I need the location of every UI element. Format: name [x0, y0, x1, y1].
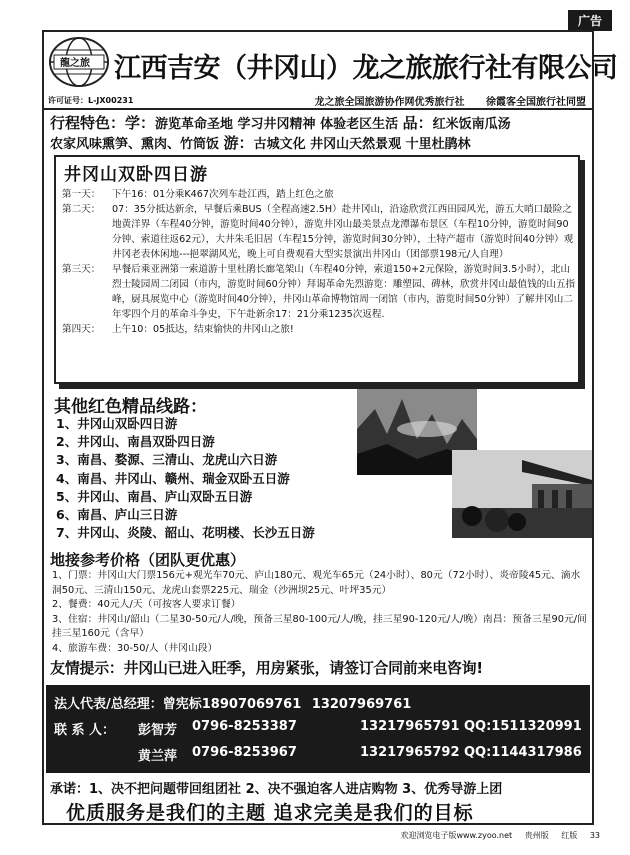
taste-label: 品：: [402, 114, 433, 132]
contact-row-2: [54, 745, 584, 765]
person2-mobile: 13217965792: [360, 745, 460, 760]
logo-text: 龍之旅: [60, 58, 90, 69]
features-line-2: [50, 134, 590, 154]
person1-name: 彭智芳: [138, 723, 178, 738]
slogan-1: 龙之旅全国旅游协作网优秀旅行社: [314, 97, 465, 108]
promise: 承诺：1、决不把问题带回组团社 2、决不强迫客人进店购物 3、优秀导游上团: [50, 782, 503, 797]
person2-name: 黄兰萍: [138, 749, 178, 764]
taste-text: 红米饭南瓜汤: [432, 117, 511, 132]
legal-phone-2: 13207969761: [311, 697, 412, 712]
price-list: [52, 569, 588, 656]
day-4: [62, 322, 576, 337]
footer-site: 欢迎浏览电子版www.zyoo.net: [400, 831, 513, 840]
footer-page: 33: [589, 831, 600, 840]
day-text: 07：35分抵达新余，早餐后乘BUS（全程高速2.5H）赴井冈山，沿途欣赏江西田园风光，游五大哨口最险之地黄洋界（车程40分钟，游览时间40分钟），游览井冈山最美景点龙潭瀑布景区（车程10分钟，游览时间90分钟、索道往返62元），大井朱毛旧居（车程15分钟，游览时间30分钟），土特产超市（游览时间40分钟）观井冈老表休闲地---挹翠湖风光，晚上可自费观看大型实景演出井冈山（团部票198元/人自理）: [112, 204, 574, 260]
day-text: 下午16：01分乘K467次列车赴江西，踏上红色之旅: [112, 189, 334, 200]
list-item: 4、南昌、井冈山、赣州、瑞金双卧五日游: [56, 470, 290, 486]
legal-row: [54, 693, 584, 712]
list-item: 1、门票：井冈山大门票156元+观光车70元、庐山180元、观光车65元（24小时）、80元（72小时）、炎帝陵45元、滴水洞50元、三清山150元、龙虎山套票225元、瑞金（沙洲坝25元、叶坪35元）: [52, 570, 581, 596]
features: [50, 114, 590, 154]
learn-text: 游览革命圣地 学习井冈精神 体验老区生活: [155, 117, 399, 132]
list-item: 3、住宿：井冈山/韶山（二星30-50元/人/晚，预备三星80-100元/人/晚，挂三星90-120元/人/晚）南昌：预备三星90元/间 挂三星160元（含早）: [52, 613, 587, 639]
day-text: 上午10：05抵达，结束愉快的井冈山之旅!: [112, 324, 294, 335]
day-1: [62, 187, 576, 202]
list-item: 7、井冈山、炎陵、韶山、花明楼、长沙五日游: [56, 525, 315, 541]
route-box: [54, 155, 580, 384]
list-item: 2、餐费：40元人/天（可按客人要求订餐）: [52, 599, 241, 610]
header-rule: [44, 108, 592, 110]
list-item: 6、南昌、庐山三日游: [56, 507, 178, 523]
ad-frame: [42, 30, 618, 825]
day-label: 第一天：: [62, 189, 101, 200]
route-days: [62, 187, 576, 337]
license-number: 许可证号：L-JX00231: [48, 96, 134, 105]
day-label: 第四天：: [62, 324, 101, 335]
features-label: 行程特色：: [50, 114, 126, 132]
day-label: 第二天：: [62, 204, 101, 215]
person2-tel: 0796-8253967: [192, 745, 297, 760]
other-routes-list: [56, 415, 315, 542]
footer-edition: 贵州版: [524, 831, 549, 840]
features-line-1: [50, 114, 590, 134]
list-item: 2、井冈山、南昌双卧四日游: [56, 434, 215, 450]
person2-qq: QQ:1144317986: [464, 745, 582, 760]
other-routes-title: 其他红色精品线路：: [54, 397, 207, 417]
contact-label: 联 系 人：: [54, 723, 116, 738]
pavilion-photo: [452, 450, 592, 538]
company-name: 江西吉安（井冈山）龙之旅旅行社有限公司: [114, 53, 618, 84]
food-text: 农家风味熏笋、熏肉、竹筒饭: [50, 137, 220, 152]
slogan-2: 徐霞客全国旅行社同盟: [486, 97, 586, 108]
list-item: 5、井冈山、南昌、庐山双卧五日游: [56, 488, 253, 504]
motto: 优质服务是我们的主题 追求完美是我们的目标: [66, 802, 474, 824]
ad-tag: 广告: [568, 10, 612, 31]
person1-mobile: 13217965791: [360, 719, 460, 734]
contact-box: [46, 685, 590, 773]
footer: [390, 830, 600, 841]
slogan: [297, 93, 586, 108]
day-text: 早餐后乘亚洲第一索道游十里杜鹃长廊笔架山（车程40分钟，索道150+2元保险，游览时间3.5小时），北山烈士陵园周二闭园（市内，游览时间60分钟）拜谒革命先烈游览：雕塑园、碑林，欣赏井冈山最值钱的山五指峰，厨具展览中心（游览时间40分钟），井冈山革命博物馆周一闭馆（市内，游览时间50分钟）了解井冈山二年零四个月的革命斗争史，下午赴新余17：21分乘1235次返程.: [112, 264, 576, 320]
day-label: 第三天：: [62, 264, 101, 275]
list-item: 4、旅游车费：30-50/人（井冈山段）: [52, 642, 218, 654]
header: [44, 32, 618, 110]
contact-row-1: [54, 719, 584, 739]
price-title: 地接参考价格（团队更优惠）: [50, 551, 246, 569]
day-3: [62, 262, 576, 322]
tour-text: 古城文化 井冈山天然景观 十里杜鹃林: [253, 137, 471, 152]
person1-qq: QQ:1511320991: [464, 719, 582, 734]
legal-name: 曾宪标: [162, 697, 202, 712]
pavilion-photo-icon: [452, 450, 592, 538]
legal-label: 法人代表/总经理：: [54, 697, 163, 712]
list-item: 3、南昌、婺源、三清山、龙虎山六日游: [56, 452, 278, 468]
list-item: 1、井冈山双卧四日游: [56, 416, 178, 431]
day-2: [62, 202, 576, 262]
route-title: 井冈山双卧四日游: [64, 165, 208, 185]
learn-label: 学：: [125, 114, 156, 132]
footer-section: 红版: [561, 831, 578, 840]
tour-label: 游：: [223, 134, 254, 152]
person1-tel: 0796-8253387: [192, 719, 297, 734]
legal-phone-1: 18907069761: [201, 697, 302, 712]
friendly-tip: 友情提示：井冈山已进入旺季，用房紧张，请签订合同前来电咨询!: [50, 659, 483, 677]
